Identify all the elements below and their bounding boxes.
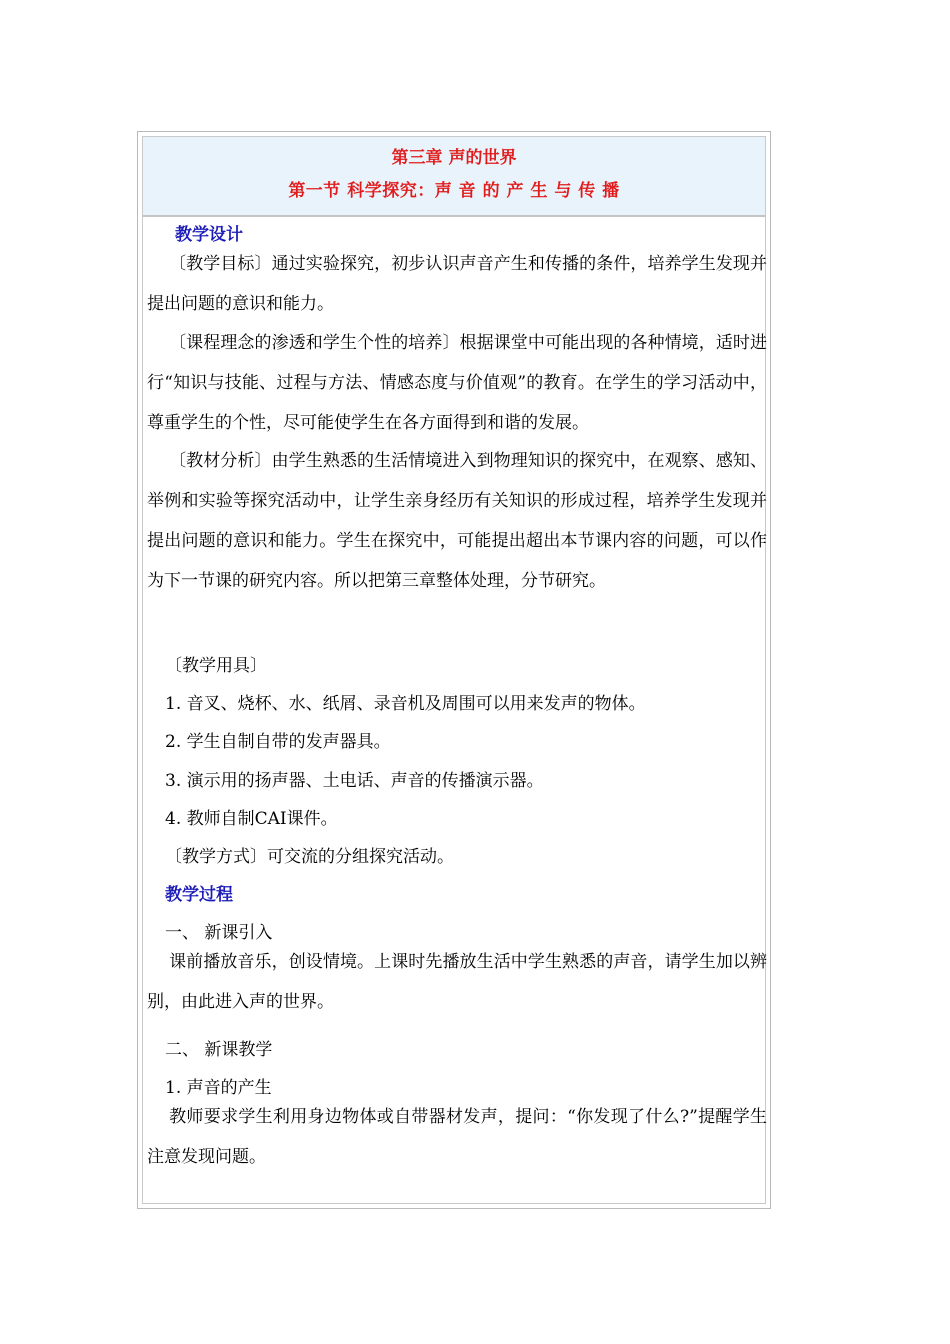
concept-paragraph: 〔课程理念的渗透和学生个性的培养〕根据课堂中可能出现的各种情境，适时进行“知识与技能、过程与方法、情感态度与价值观”的教育。在学生的学习活动中，尊重学生的个性，尽可能使学生在各方面得到和谐的发展。 xyxy=(147,333,767,433)
design-heading: 教学设计 xyxy=(175,225,243,245)
lesson-table xyxy=(137,131,771,1209)
method-line: 〔教学方式〕可交流的分组探究活动。 xyxy=(165,847,454,867)
chapter-title: 第三章 声的世界 xyxy=(391,148,517,168)
tool-item-1: 1. 音叉、烧杯、水、纸屑、录音机及周围可以用来发声的物体。 xyxy=(165,694,646,714)
table-inner-border xyxy=(142,136,766,1204)
objective-paragraph: 〔教学目标〕通过实验探究，初步认识声音产生和传播的条件，培养学生发现并提出问题的意识和能力。 xyxy=(147,254,767,314)
intro-paragraph: 课前播放音乐，创设情境。上课时先播放生活中学生熟悉的声音，请学生加以辨别，由此进入声的世界。 xyxy=(147,952,767,1012)
tools-label: 〔教学用具〕 xyxy=(165,656,267,676)
process-heading: 教学过程 xyxy=(165,885,233,905)
tool-item-3: 3. 演示用的扬声器、土电话、声音的传播演示器。 xyxy=(165,771,544,791)
analysis-paragraph: 〔教材分析〕由学生熟悉的生活情境进入到物理知识的探究中，在观察、感知、举例和实验等探究活动中，让学生亲身经历有关知识的形成过程，培养学生发现并提出问题的意识和能力。学生在探究中，可能提出超出本节课内容的问题，可以作为下一节课的研究内容。所以把第三章整体处理，分节研究。 xyxy=(147,451,767,591)
sound-production-paragraph: 教师要求学生利用身边物体或自带器材发声，提问：“你发现了什么?”提醒学生注意发现问题。 xyxy=(147,1107,767,1167)
step-intro: 一、 新课引入 xyxy=(165,923,273,943)
step-teaching: 二、 新课教学 xyxy=(165,1040,273,1060)
sub-sound-production: 1. 声音的产生 xyxy=(165,1078,272,1098)
tool-item-2: 2. 学生自制自带的发声器具。 xyxy=(165,732,391,752)
section-title: 第一节 科学探究：声 音 的 产 生 与 传 播 xyxy=(288,181,620,201)
title-header xyxy=(143,137,765,217)
tool-item-4: 4. 教师自制CAI课件。 xyxy=(165,809,338,829)
